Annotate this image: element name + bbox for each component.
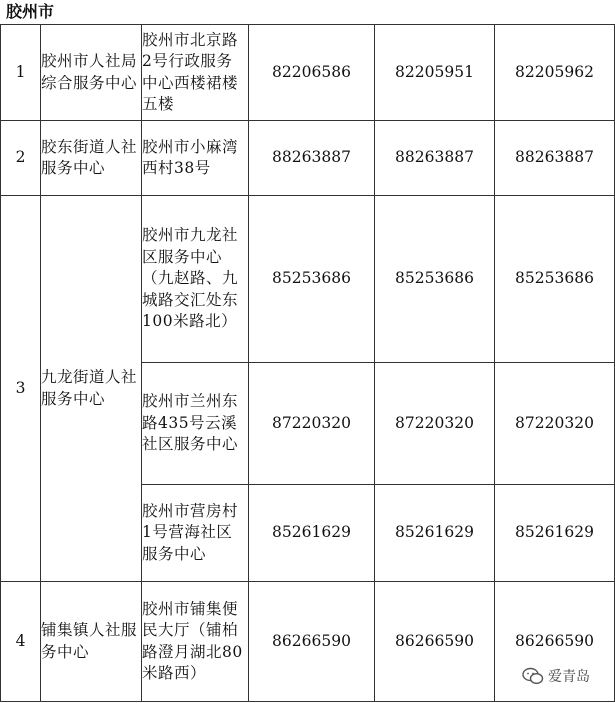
row-number: 2 <box>1 121 41 196</box>
service-center-table <box>0 24 615 702</box>
phone-number: 86266590 <box>375 582 495 702</box>
phone-number: 85261629 <box>495 485 615 582</box>
table-row <box>1 121 615 196</box>
agency-name: 九龙街道人社服务中心 <box>41 196 142 582</box>
office-address: 胶州市营房村1号营海社区服务中心 <box>142 485 249 582</box>
phone-number: 88263887 <box>375 121 495 196</box>
agency-name: 铺集镇人社服务中心 <box>41 582 142 702</box>
office-address: 胶州市北京路2号行政服务中心西楼裙楼五楼 <box>142 25 249 121</box>
office-address: 胶州市铺集便民大厅（铺柏路澄月湖北80米路西） <box>142 582 249 702</box>
phone-number: 85253686 <box>249 196 375 363</box>
phone-number: 82205951 <box>375 25 495 121</box>
agency-name: 胶州市人社局综合服务中心 <box>41 25 142 121</box>
row-number: 1 <box>1 25 41 121</box>
table-row <box>1 196 615 363</box>
agency-name: 胶东街道人社服务中心 <box>41 121 142 196</box>
phone-number: 87220320 <box>249 363 375 485</box>
phone-number: 82206586 <box>249 25 375 121</box>
office-address: 胶州市九龙社区服务中心（九赵路、九城路交汇处东100米路北） <box>142 196 249 363</box>
office-address: 胶州市兰州东路435号云溪社区服务中心 <box>142 363 249 485</box>
table-row <box>1 25 615 121</box>
phone-number: 87220320 <box>375 363 495 485</box>
row-number: 3 <box>1 196 41 582</box>
phone-number: 86266590 <box>495 582 615 702</box>
phone-number: 88263887 <box>249 121 375 196</box>
phone-number: 85261629 <box>249 485 375 582</box>
watermark <box>519 665 593 687</box>
phone-number: 85253686 <box>495 196 615 363</box>
office-address: 胶州市小麻湾西村38号 <box>142 121 249 196</box>
phone-number: 82205962 <box>495 25 615 121</box>
phone-number: 86266590 <box>249 582 375 702</box>
watermark-text: 爱青岛 <box>548 669 590 685</box>
phone-number: 88263887 <box>495 121 615 196</box>
table-title: 胶州市 <box>6 2 55 21</box>
phone-number: 85253686 <box>375 196 495 363</box>
phone-number: 85261629 <box>375 485 495 582</box>
row-number: 4 <box>1 582 41 702</box>
wechat-icon <box>522 667 544 685</box>
phone-number: 87220320 <box>495 363 615 485</box>
